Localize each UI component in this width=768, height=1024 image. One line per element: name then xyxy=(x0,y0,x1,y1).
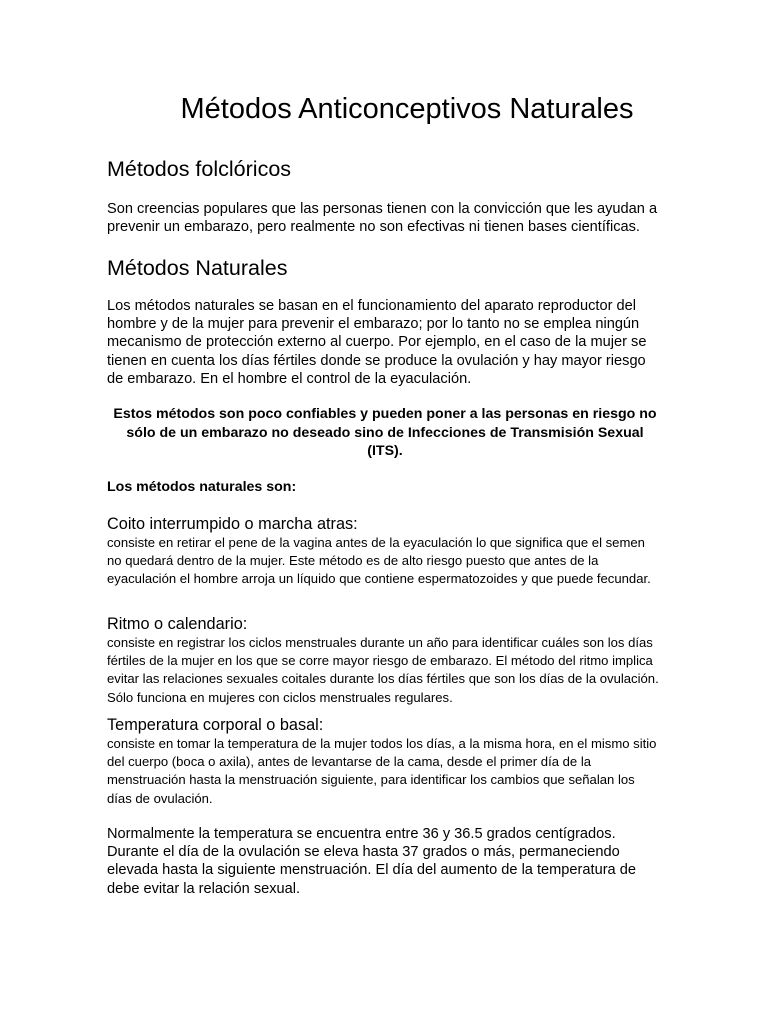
method-rhythm xyxy=(107,615,663,707)
heading-natural-methods: Métodos Naturales xyxy=(107,256,288,280)
method-title: Coito interrumpido o marcha atras: xyxy=(107,515,358,533)
method-title: Temperatura corporal o basal: xyxy=(107,716,324,734)
warning-paragraph: Estos métodos son poco confiables y pueden poner a las personas en riesgo no sólo de un embarazo no deseado sino de Infecciones de Transmisión Sexual (ITS). xyxy=(113,406,657,459)
paragraph-natural-methods: Los métodos naturales se basan en el funcionamiento del aparato reproductor del hombre y de la mujer para prevenir el embarazo; por lo tanto no se emplea ningún mecanismo de protección externo al cuerpo. Por ejemplo, en el caso de la mujer se tienen en cuenta los días fértiles donde se produce la ovulación y hay mayor riesgo de embarazo. En el hombre el control de la eyaculación. xyxy=(107,298,647,387)
method-title: Ritmo o calendario: xyxy=(107,615,248,633)
document-title: Métodos Anticonceptivos Naturales xyxy=(180,93,634,125)
paragraph-folk-methods: Son creencias populares que las personas tienen con la convicción que les ayudan a prevenir un embarazo, pero realmente no son efectivas ni tienen bases científicas. xyxy=(107,201,658,236)
method-withdrawal xyxy=(107,515,663,589)
method-description: consiste en retirar el pene de la vagina antes de la eyaculación lo que significa que el semen no quedará dentro de la mujer. Este método es de alto riesgo puesto que antes de la eyaculación el hombre arroja un líquido que contiene espermatozoides y que puede fecundar. xyxy=(107,535,651,587)
method-description: consiste en tomar la temperatura de la mujer todos los días, a la misma hora, en el mismo sitio del cuerpo (boca o axila), antes de levantarse de la cama, desde el primer día de la menstruación hasta la menstruación siguiente, para identificar los cambios que señalan los días de ovulación. xyxy=(107,736,657,806)
paragraph-temperature-note: Normalmente la temperatura se encuentra entre 36 y 36.5 grados centígrados. Durante el día de la ovulación se eleva hasta 37 grados o más, permaneciendo elevada hasta la siguiente menstruación. El día del aumento de la temperatura de debe evitar la relación sexual. xyxy=(107,826,636,897)
heading-folk-methods: Métodos folclóricos xyxy=(107,157,292,181)
method-basal-temperature xyxy=(107,716,663,808)
method-description: consiste en registrar los ciclos menstruales durante un año para identificar cuáles son los días fértiles de la mujer en los que se corre mayor riesgo de embarazo. El método del ritmo implica evitar las relaciones sexuales coitales durante los días fértiles que son los días de la ovulación. Sólo funciona en mujeres con ciclos menstruales regulares. xyxy=(107,635,659,705)
methods-list-lead: Los métodos naturales son: xyxy=(107,479,297,495)
